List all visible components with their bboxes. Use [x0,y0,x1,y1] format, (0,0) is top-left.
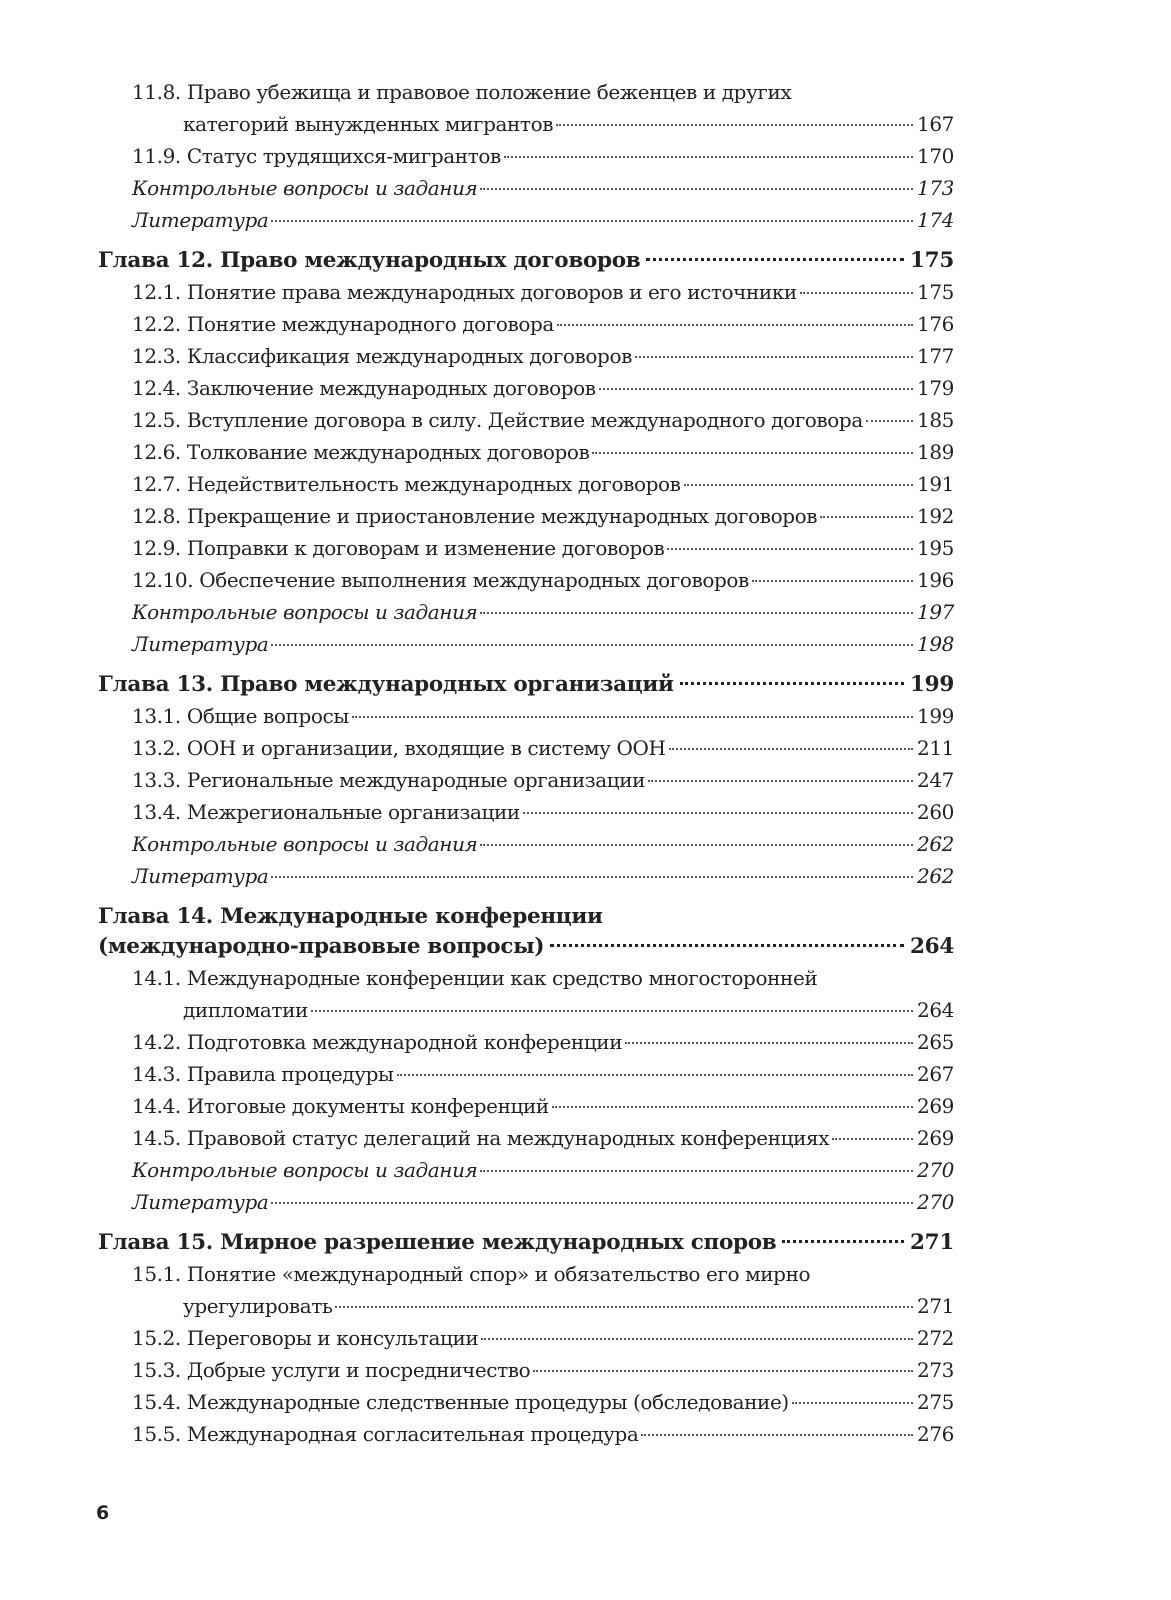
toc-entry-page: 273 [917,1358,954,1382]
toc-entry-title [132,1122,829,1154]
toc-entry-title [98,670,674,700]
toc-section-entry [98,1122,954,1154]
toc-entry-title [132,628,268,660]
toc-entry-title [132,1322,478,1354]
toc-entry-title [132,404,863,436]
toc-dot-leader [680,680,904,685]
toc-entry-page: 196 [917,568,954,592]
toc-entry-title [132,204,268,236]
toc-entry-text: Глава 13. Право международных организаций [98,672,674,697]
page-number: 6 [96,1502,110,1524]
toc-dot-leader [552,1104,913,1108]
toc-entry-page: 264 [910,934,954,959]
toc-entry-text: Правила процедуры [186,1062,394,1086]
toc-entry-title-continued: урегулировать [183,1294,333,1318]
toc-entry-text: Вступление договора в силу. Действие международного договора [186,408,863,432]
toc-entry-page: 192 [917,504,954,528]
toc-entry-text: Международная согласительная процедура [186,1422,639,1446]
toc-entry-page: 176 [917,312,954,336]
toc-section-entry [98,1386,954,1418]
toc-entry-title [132,436,589,468]
toc-entry-page: 167 [917,112,954,136]
toc-entry-title [132,172,477,204]
toc-dot-leader [800,290,913,294]
toc-supplement-entry [98,828,954,860]
toc-dot-leader [832,1136,913,1140]
toc-entry-title [132,596,477,628]
toc-section-entry [98,532,954,564]
toc-entry-number: 15.4. [132,1390,181,1414]
toc-entry-title [132,468,681,500]
toc-chapter-entry [98,246,954,276]
toc-entry-text: Подготовка международной конференции [186,1030,623,1054]
toc-entry-number: 12.10. [132,568,194,592]
toc-entry-page: 177 [917,344,954,368]
toc-entry-title [132,532,664,564]
toc-entry-page: 260 [917,800,954,824]
toc-entry-page: 272 [917,1326,954,1350]
toc-entry-page: 199 [910,672,954,697]
toc-entry-text: Контрольные вопросы и задания [132,832,478,856]
toc-entry-number: 14.3. [132,1062,181,1086]
toc-entry-title [132,1386,789,1418]
toc-entry-number: 12.2. [132,312,181,336]
toc-entry-text: Прекращение и приостановление международных договоров [186,504,818,528]
toc-section-entry [98,1258,954,1322]
toc-entry-text: Понятие права международных договоров и его источники [186,280,797,304]
toc-entry-text: Поправки к договорам и изменение договоров [186,536,665,560]
toc-entry-number: 15.1. [132,1262,181,1286]
toc-entry-page: 265 [917,1030,954,1054]
toc-entry-page: 197 [917,600,954,624]
toc-entry-number: 12.8. [132,504,181,528]
toc-supplement-entry [98,1186,954,1218]
toc-dot-leader [550,942,904,947]
toc-entry-title [132,1154,477,1186]
toc-entry-page: 270 [917,1158,954,1182]
toc-dot-leader [480,186,913,190]
toc-section-entry [98,372,954,404]
toc-entry-text: ООН и организации, входящие в систему ООН [186,736,666,760]
toc-dot-leader [752,578,913,582]
toc-dot-leader [397,1072,914,1076]
toc-entry-page: 198 [917,632,954,656]
toc-entry-page: 179 [917,376,954,400]
toc-entry-title [132,828,477,860]
toc-section-entry [98,340,954,372]
toc-entry-title [132,1026,622,1058]
toc-dot-leader [480,842,913,846]
toc-dot-leader [592,450,913,454]
toc-entry-title [132,140,501,172]
toc-entry-page: 247 [917,768,954,792]
toc-entry-title [132,860,268,892]
toc-section-entry [98,1418,954,1450]
toc-entry-page: 199 [917,704,954,728]
toc-entry-number: 15.2. [132,1326,181,1350]
toc-entry-page: 275 [917,1390,954,1414]
toc-entry-number: 13.1. [132,704,181,728]
toc-dot-leader [820,514,913,518]
toc-supplement-entry [98,172,954,204]
toc-entry-title-continued: категорий вынужденных мигрантов [183,112,554,136]
toc-supplement-entry [98,860,954,892]
toc-entry-text: Литература [132,864,269,888]
toc-section-entry [98,308,954,340]
toc-entry-number: 14.4. [132,1094,181,1118]
toc-supplement-entry [98,204,954,236]
toc-supplement-entry [98,628,954,660]
toc-dot-leader [523,810,913,814]
toc-entry-page: 175 [910,248,954,273]
toc-section-entry [98,404,954,436]
toc-dot-leader [335,1304,913,1308]
toc-entry-title [132,564,749,596]
toc-dot-leader [669,746,913,750]
toc-entry-text: Литература [132,632,269,656]
toc-entry-text: Заключение международных договоров [186,376,596,400]
toc-section-entry [98,500,954,532]
toc-entry-text: Недействительность международных договоров [186,472,681,496]
toc-dot-leader [599,386,913,390]
toc-entry-number: 13.3. [132,768,181,792]
toc-entry-number: 11.9. [132,144,181,168]
toc-entry-text: Статус трудящихся-мигрантов [186,144,501,168]
toc-entry-number: 13.4. [132,800,181,824]
toc-entry-number: 12.7. [132,472,181,496]
toc-entry-line [132,108,954,140]
toc-chapter-entry [98,1228,954,1258]
toc-entry-title: Глава 14. Международные конференции [98,904,603,929]
toc-supplement-entry [98,1154,954,1186]
toc-section-entry [98,962,954,1026]
toc-section-entry [98,436,954,468]
toc-entry-number: 13.2. [132,736,181,760]
toc-section-entry [98,1026,954,1058]
toc-dot-leader [271,1200,913,1204]
toc-entry-text: Контрольные вопросы и задания [132,600,478,624]
toc-entry-page: 270 [917,1190,954,1214]
toc-entry-text: Добрые услуги и посредничество [186,1358,531,1382]
toc-entry-text: Понятие международного договора [186,312,554,336]
toc-dot-leader [635,354,913,358]
toc-entry-page: 170 [917,144,954,168]
toc-dot-leader [271,218,913,222]
toc-entry-number: 14.1. [132,966,181,990]
toc-supplement-entry [98,596,954,628]
toc-entry-title [132,764,645,796]
toc-section-entry [98,1322,954,1354]
toc-entry-text: Классификация международных договоров [186,344,632,368]
toc-dot-leader [866,418,913,422]
toc-entry-line [132,76,954,108]
toc-section-entry [98,140,954,172]
toc-dot-leader [480,610,913,614]
toc-entry-line [132,1290,954,1322]
toc-entry-text: Региональные международные организации [186,768,646,792]
toc-entry-page: 174 [917,208,954,232]
toc-section-entry [98,76,954,140]
toc-entry-title [132,276,797,308]
toc-dot-leader [641,1432,913,1436]
toc-dot-leader [648,778,913,782]
toc-entry-text: Литература [132,208,269,232]
toc-section-entry [98,1354,954,1386]
toc-entry-page: 175 [917,280,954,304]
toc-dot-leader [667,546,913,550]
toc-entry-text: Литература [132,1190,269,1214]
toc-dot-leader [684,482,913,486]
toc-entry-text: Контрольные вопросы и задания [132,176,478,200]
toc-entry-page: 211 [917,736,954,760]
toc-section-entry [98,564,954,596]
toc-entry-title [132,308,554,340]
toc-entry-title-continued: дипломатии [183,998,308,1022]
toc-entry-text: Межрегиональные организации [186,800,520,824]
toc-entry-number: 12.6. [132,440,181,464]
toc-entry-text: Обеспечение выполнения международных договоров [199,568,749,592]
toc-entry-number: 14.2. [132,1030,181,1054]
toc-entry-line [98,932,954,962]
toc-dot-leader [782,1238,904,1243]
toc-section-entry [98,732,954,764]
toc-entry-text: Правовой статус делегаций на международных конференциях [186,1126,830,1150]
toc-entry-page: 271 [917,1294,954,1318]
toc-entry-page: 262 [917,864,954,888]
toc-entry-number: 12.9. [132,536,181,560]
toc-entry-text: Глава 12. Право международных договоров [98,248,641,273]
toc-entry-title [132,1418,638,1450]
toc-dot-leader [625,1040,913,1044]
toc-dot-leader [352,714,913,718]
toc-chapter-entry [98,902,954,962]
toc-entry-line [98,902,954,932]
table-of-contents [98,76,954,1450]
toc-chapter-entry [98,670,954,700]
toc-dot-leader [481,1336,913,1340]
toc-section-entry [98,276,954,308]
toc-entry-title [98,246,640,276]
toc-dot-leader [271,874,913,878]
toc-entry-text: Переговоры и консультации [186,1326,479,1350]
toc-entry-number: 12.3. [132,344,181,368]
toc-entry-text: Общие вопросы [186,704,349,728]
toc-section-entry [98,1058,954,1090]
toc-entry-title [132,700,349,732]
toc-entry-text: Международные следственные процедуры (обследование) [186,1390,789,1414]
toc-entry-line [132,994,954,1026]
toc-dot-leader [646,256,904,261]
toc-dot-leader [480,1168,913,1172]
toc-entry-text: Глава 15. Мирное разрешение международных споров [98,1230,777,1255]
toc-entry-page: 267 [917,1062,954,1086]
toc-entry-number: 14.5. [132,1126,181,1150]
toc-entry-title: Понятие «международный спор» и обязательство его мирно [186,1262,811,1286]
toc-entry-line [132,1258,954,1290]
toc-entry-text: Толкование международных договоров [186,440,590,464]
toc-entry-page: 189 [917,440,954,464]
toc-entry-page: 173 [917,176,954,200]
toc-dot-leader [556,122,913,126]
toc-entry-title [132,1058,394,1090]
toc-section-entry [98,700,954,732]
toc-entry-line [132,962,954,994]
toc-entry-number: 12.5. [132,408,181,432]
toc-section-entry [98,796,954,828]
toc-entry-number: 15.5. [132,1422,181,1446]
toc-entry-title [132,1186,268,1218]
toc-entry-number: 12.1. [132,280,181,304]
toc-entry-page: 262 [917,832,954,856]
toc-entry-number: 15.3. [132,1358,181,1382]
toc-entry-page: 276 [917,1422,954,1446]
toc-dot-leader [792,1400,913,1404]
toc-dot-leader [533,1368,913,1372]
toc-dot-leader [311,1008,913,1012]
toc-entry-title [132,1354,530,1386]
toc-entry-title [98,1228,776,1258]
toc-entry-title [132,500,817,532]
toc-section-entry [98,1090,954,1122]
toc-entry-title: Право убежища и правовое положение беженцев и других [186,80,792,104]
toc-entry-title: Международные конференции как средство многосторонней [186,966,818,990]
toc-section-entry [98,468,954,500]
toc-entry-title-continued: (международно-правовые вопросы) [98,934,545,959]
toc-entry-page: 185 [917,408,954,432]
toc-dot-leader [271,642,913,646]
toc-entry-text: Контрольные вопросы и задания [132,1158,478,1182]
toc-dot-leader [557,322,913,326]
toc-entry-page: 271 [910,1230,954,1255]
toc-entry-page: 191 [917,472,954,496]
toc-section-entry [98,764,954,796]
toc-entry-title [132,340,632,372]
toc-entry-text: Итоговые документы конференций [186,1094,549,1118]
toc-entry-page: 269 [917,1094,954,1118]
toc-entry-number: 11.8. [132,80,181,104]
toc-entry-page: 269 [917,1126,954,1150]
toc-entry-title [132,1090,549,1122]
toc-entry-number: 12.4. [132,376,181,400]
toc-entry-page: 264 [917,998,954,1022]
toc-dot-leader [504,154,913,158]
toc-entry-title [132,796,520,828]
toc-entry-page: 195 [917,536,954,560]
toc-entry-title [132,732,666,764]
toc-entry-title [132,372,596,404]
